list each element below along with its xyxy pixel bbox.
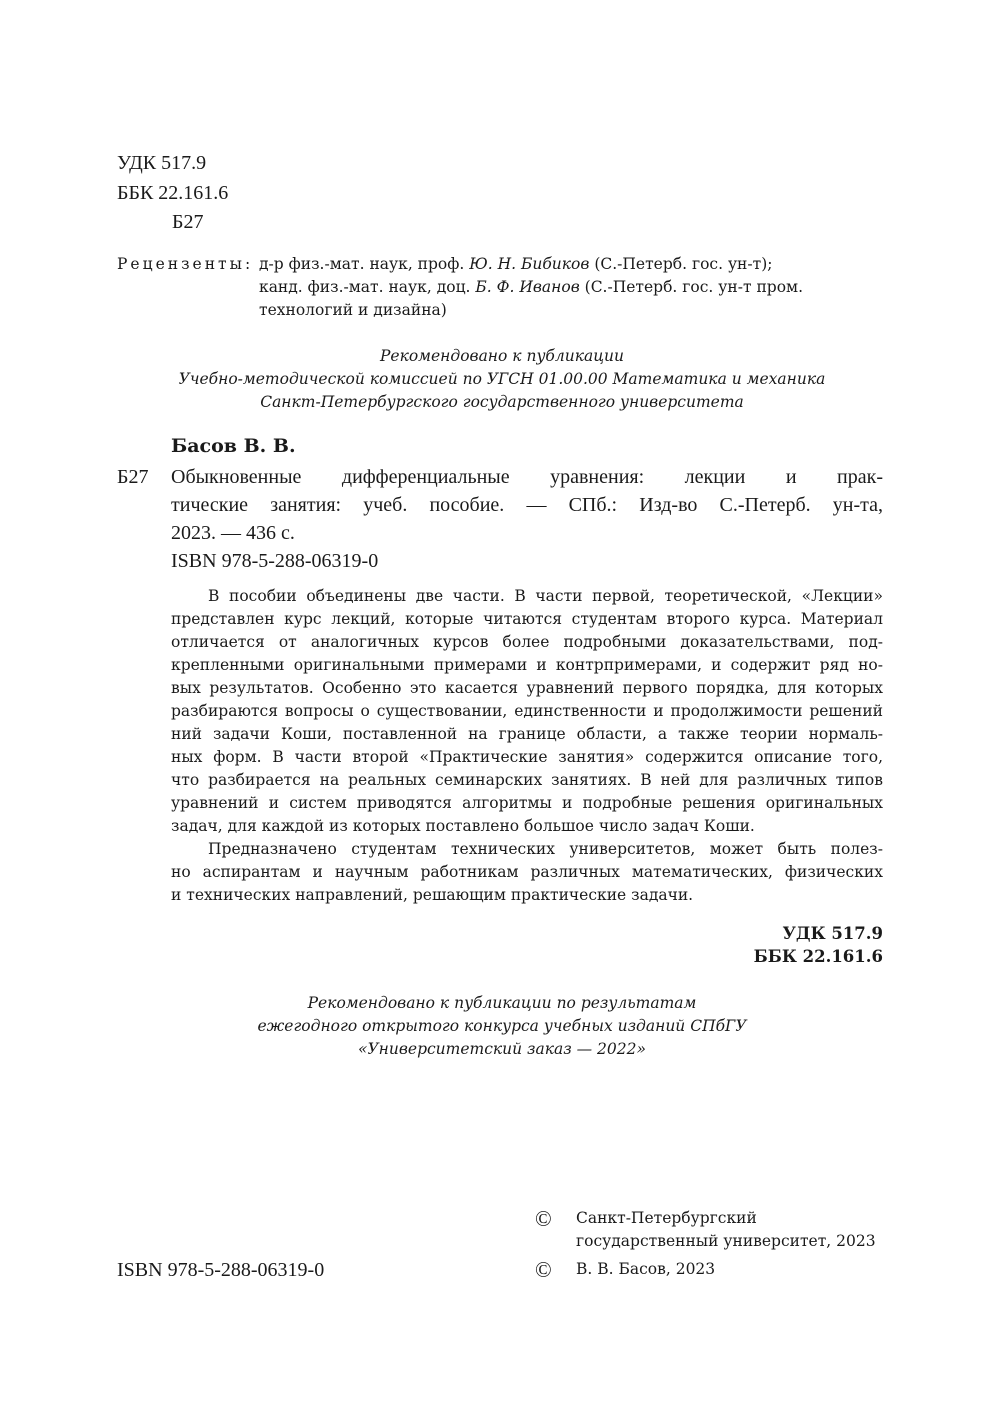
abstract-line-6: разбираются вопросы о существовании, единственности и продолжимости решений — [171, 702, 883, 720]
abstract-line-1: В пособии объединены две части. В части первой, теоретической, «Лекции» — [208, 587, 883, 605]
bbk-code: ББК 22.161.6 — [117, 182, 229, 204]
abstract-line-8: ных форм. В части второй «Практические занятия» содержится описание того, — [171, 748, 883, 766]
recommended-line-2: Учебно-методической комиссией по УГСН 01.00.00 Математика и механика — [178, 370, 826, 388]
footer-isbn: ISBN 978-5-288-06319-0 — [117, 1259, 325, 1281]
abstract-line-3: отличается от аналогичных курсов более подробными доказательствами, под- — [171, 633, 883, 651]
reviewer-1 — [259, 253, 772, 276]
book-isbn: ISBN 978-5-288-06319-0 — [171, 550, 379, 572]
book-title-line-1: Обыкновенные дифференциальные уравнения: лекции и прак- — [171, 466, 883, 488]
copyright-icon: © — [535, 1206, 552, 1231]
reviewer-1-name: Ю. Н. Бибиков — [469, 255, 590, 273]
abstract-line-7: ний задачи Коши, поставленной на границе области, а также теории нормаль- — [171, 725, 883, 743]
udk-code: УДК 517.9 — [117, 152, 207, 174]
abstract-line-13: но аспирантам и научным работникам различных математических, физических — [171, 863, 883, 881]
reviewer-2-affiliation: (С.-Петерб. гос. ун-т пром. — [579, 278, 804, 296]
abstract-line-5: вых результатов. Особенно это касается уравнений первого порядка, для которых — [171, 679, 883, 697]
recommended-line-3: Санкт-Петербургского государственного университета — [260, 393, 744, 411]
reviewer-2-name: Б. Ф. Иванов — [475, 278, 580, 296]
contest-line-3: «Университетский заказ — 2022» — [358, 1040, 646, 1058]
reviewer-1-degree: д-р физ.-мат. наук, проф. — [259, 255, 470, 273]
classification-udk: УДК 517.9 — [782, 924, 883, 943]
reviewer-1-affiliation: (С.-Петерб. гос. ун-т); — [589, 255, 773, 273]
book-sign: Б27 — [117, 466, 149, 488]
author-sign: Б27 — [172, 211, 204, 233]
reviewer-2-affiliation-cont: технологий и дизайна) — [259, 301, 447, 319]
classification-bbk: ББК 22.161.6 — [753, 947, 883, 966]
contest-line-2: ежегодного открытого конкурса учебных изданий СПбГУ — [257, 1017, 747, 1035]
recommended-line-1: Рекомендовано к публикации — [379, 347, 625, 365]
reviewer-2 — [259, 276, 803, 299]
copyright-holder-2: В. В. Басов, 2023 — [576, 1260, 716, 1278]
book-title-line-2: тические занятия: учеб. пособие. — СПб.: Изд-во С.-Петерб. ун-та, — [171, 494, 883, 516]
abstract-line-12: Предназначено студентам технических университетов, может быть полез- — [208, 840, 883, 858]
abstract-line-10: уравнений и систем приводятся алгоритмы и подробные решения оригинальных — [171, 794, 883, 812]
reviewer-2-degree: канд. физ.-мат. наук, доц. — [259, 278, 476, 296]
abstract-line-11: задач, для каждой из которых поставлено большое число задач Коши. — [171, 817, 755, 835]
book-author: Басов В. В. — [171, 435, 296, 457]
reviewers-label: Рецензенты: — [117, 255, 254, 273]
book-title-line-3: 2023. — 436 с. — [171, 522, 295, 544]
abstract-line-2: представлен курс лекций, которые читаются студентам второго курса. Материал — [171, 610, 883, 628]
contest-line-1: Рекомендовано к публикации по результатам — [307, 994, 697, 1012]
abstract-line-14: и технических направлений, решающим практические задачи. — [171, 886, 694, 904]
abstract-line-4: крепленными оригинальными примерами и контрпримерами, и содержит ряд но- — [171, 656, 883, 674]
abstract-line-9: что разбирается на реальных семинарских занятиях. В ней для различных типов — [171, 771, 883, 789]
copyright-holder-1-line-2: государственный университет, 2023 — [576, 1232, 876, 1250]
copyright-holder-1-line-1: Санкт-Петербургский — [576, 1209, 757, 1227]
copyright-icon: © — [535, 1257, 552, 1282]
